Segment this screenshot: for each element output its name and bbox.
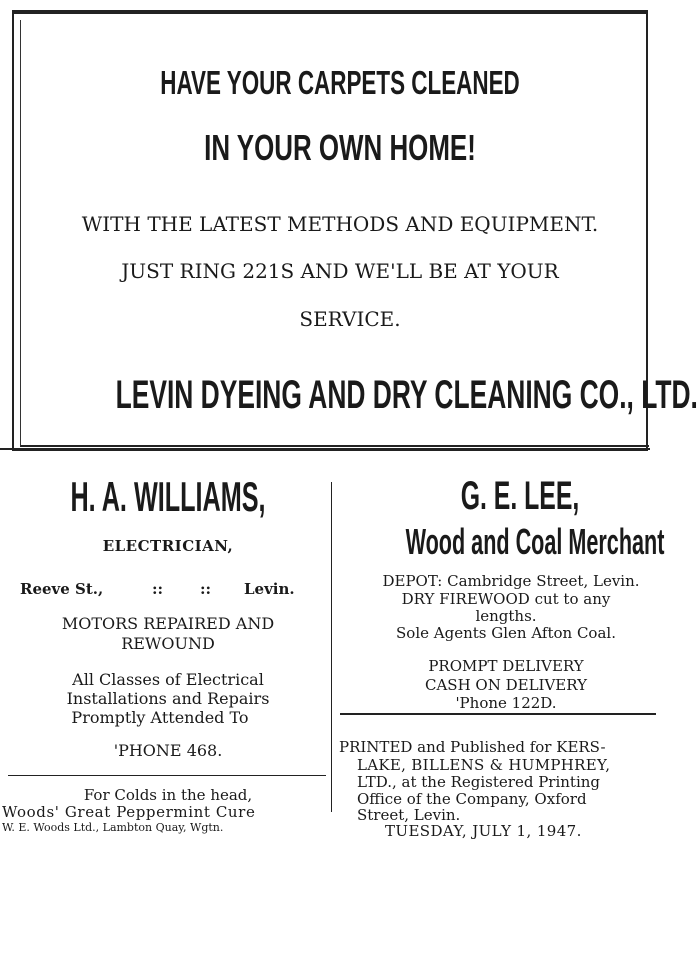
carpet-line-3: SERVICE. — [299, 307, 401, 331]
williams-desc-1: All Classes of Electrical — [72, 670, 264, 689]
carpet-ad-bottom-rule — [0, 448, 650, 450]
williams-phone: 'PHONE 468. — [113, 741, 223, 760]
williams-title: ELECTRICIAN, — [102, 537, 234, 555]
lee-firewood-1: DRY FIREWOOD cut to any — [401, 590, 611, 608]
lee-bottom-rule — [340, 713, 656, 715]
imprint-line-4: Office of the Company, Oxford — [357, 790, 587, 808]
williams-desc-3: Promptly Attended To — [71, 708, 249, 727]
williams-desc-2: Installations and Repairs — [66, 689, 270, 708]
lee-firewood-2: lengths. — [475, 607, 537, 625]
lee-name: G. E. LEE, — [460, 474, 580, 518]
lee-delivery-2: CASH ON DELIVERY — [424, 676, 587, 694]
woods-line-1: For Colds in the head, — [83, 786, 253, 804]
lee-delivery-1: PROMPT DELIVERY — [428, 657, 584, 675]
imprint-line-2: LAKE, BILLENS & HUMPHREY, — [357, 756, 611, 774]
williams-separator-2: :: — [200, 580, 212, 598]
lee-agents: Sole Agents Glen Afton Coal. — [396, 624, 616, 642]
williams-separator-1: :: — [152, 580, 164, 598]
williams-town: Levin. — [244, 580, 295, 598]
imprint-date: TUESDAY, JULY 1, 1947. — [385, 822, 582, 840]
williams-service-1: MOTORS REPAIRED AND — [61, 614, 275, 633]
williams-service-2: REWOUND — [121, 634, 215, 653]
carpet-headline-2: IN YOUR OWN HOME! — [204, 127, 476, 168]
williams-street: Reeve St., — [20, 580, 104, 598]
carpet-line-1: WITH THE LATEST METHODS AND EQUIPMENT. — [81, 212, 599, 236]
imprint-line-1: PRINTED and Published for KERS- — [339, 738, 606, 756]
williams-name: H. A. WILLIAMS, — [70, 473, 266, 520]
carpet-company: LEVIN DYEING AND DRY CLEANING CO., LTD. — [115, 373, 698, 417]
lee-depot: DEPOT: Cambridge Street, Levin. — [382, 572, 640, 590]
woods-line-2: Woods' Great Peppermint Cure — [2, 803, 256, 821]
williams-bottom-rule — [8, 775, 326, 776]
imprint-line-5: Street, Levin. — [357, 806, 461, 824]
lee-phone: 'Phone 122D. — [455, 694, 557, 712]
imprint-line-3: LTD., at the Registered Printing — [357, 773, 601, 791]
carpet-headline-1: HAVE YOUR CARPETS CLEANED — [160, 64, 520, 101]
carpet-line-2: JUST RING 221S AND WE'LL BE AT YOUR — [121, 259, 559, 283]
woods-line-3: W. E. Woods Ltd., Lambton Quay, Wgtn. — [2, 821, 224, 834]
lee-title: Wood and Coal Merchant — [405, 521, 665, 562]
